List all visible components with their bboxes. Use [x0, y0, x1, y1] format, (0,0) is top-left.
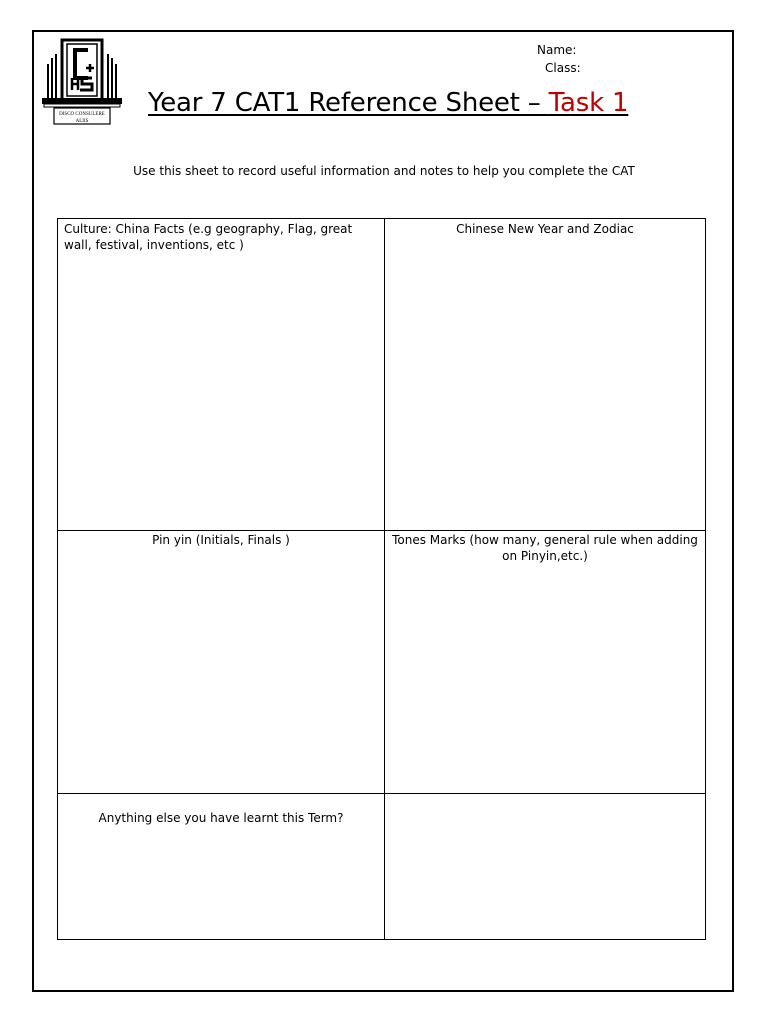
cell-pinyin-label: Pin yin (Initials, Finals ): [152, 533, 290, 547]
table-row-divider-1: [58, 530, 705, 531]
table-row-divider-2: [58, 793, 705, 794]
logo-text-line2: ALIIS: [75, 119, 89, 124]
cell-culture-facts-label: Culture: China Facts (e.g geography, Flag, great wall, festival, inventions, etc ): [64, 222, 353, 252]
table-vertical-divider: [384, 219, 385, 939]
notes-table: [57, 218, 706, 940]
title-accent: Task 1: [548, 88, 629, 118]
school-crest-icon: [42, 38, 122, 128]
logo-text-line1: DISCO CONSULERE: [59, 112, 105, 117]
class-label: Class:: [545, 61, 581, 75]
cell-anything-else-label: Anything else you have learnt this Term?: [98, 811, 344, 825]
instruction-text: Use this sheet to record useful information and notes to help you complete the CAT: [133, 164, 635, 178]
cell-tones-marks-label: Tones Marks (how many, general rule when adding on Pinyin,etc.): [392, 533, 698, 563]
name-label: Name:: [537, 43, 577, 57]
cell-chinese-new-year-label: Chinese New Year and Zodiac: [456, 222, 634, 236]
title-main: Year 7 CAT1 Reference Sheet –: [148, 88, 549, 118]
page-title: [148, 88, 628, 118]
